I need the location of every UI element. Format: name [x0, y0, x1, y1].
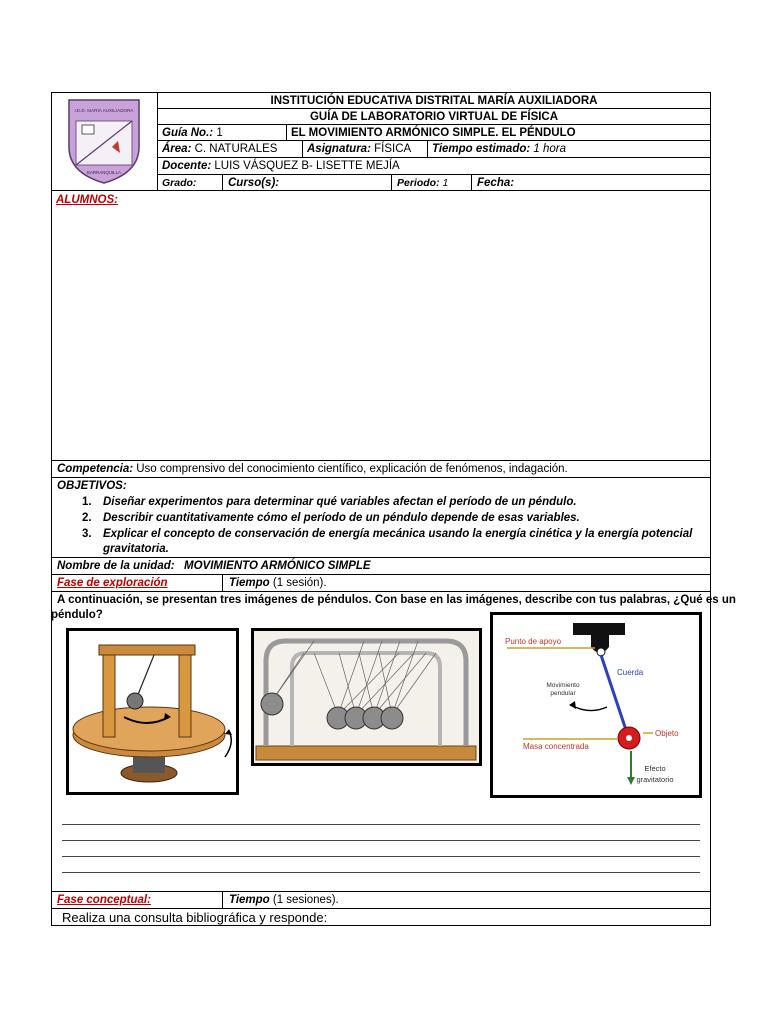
- guide-no-label: Guía No.:: [162, 127, 214, 139]
- area-value: C. NATURALES: [194, 143, 278, 155]
- exploration-time-value: (1 sesión).: [272, 577, 327, 589]
- time-label: Tiempo estimado:: [432, 143, 531, 155]
- conceptual-time: [229, 893, 339, 907]
- period: [397, 176, 448, 190]
- subject: [307, 142, 411, 156]
- date-label: Fecha:: [477, 177, 515, 189]
- teacher: [162, 159, 400, 173]
- conceptual-label: Fase conceptual:: [57, 894, 151, 906]
- answer-line[interactable]: [62, 824, 700, 825]
- label-string: Cuerda: [617, 668, 644, 677]
- guide-no-value: 1: [216, 127, 223, 139]
- objectives-label: OBJETIVOS:: [57, 480, 127, 492]
- label-gravity-line1: Efecto: [644, 764, 666, 773]
- question-line1: A continuación, se presentan tres imágenes de péndulos. Con base en las imágenes, describe con tus palabras, ¿Qué es un: [57, 594, 736, 606]
- institution-name: INSTITUCIÓN EDUCATIVA DISTRITAL MARÍA AUXILIADORA: [270, 95, 598, 107]
- grade-label: Grado:: [162, 177, 197, 189]
- pendulum-image-2: [251, 628, 482, 766]
- rotating-pendulum-drawing: [69, 631, 236, 792]
- time-value: 1 hora: [533, 143, 567, 155]
- instruction: Realiza una consulta bibliográfica y responde:: [62, 910, 328, 925]
- area-label: Área:: [162, 143, 192, 155]
- objective-3-text-line1: Explicar el concepto de conservación de energía mecánica usando la energía cinética y la energía potencial: [103, 528, 693, 540]
- objective-1-text: Diseñar experimentos para determinar qué variables afectan el período de un péndulo.: [103, 496, 577, 508]
- exploration-time-label: Tiempo: [229, 577, 270, 589]
- objective-3-number: 3.: [82, 528, 92, 540]
- course-label: Curso(s):: [228, 177, 280, 189]
- objective-2-text: Describir cuantitativamente cómo el período de un péndulo depende de esas variables.: [103, 512, 580, 524]
- subject-value: FÍSICA: [374, 143, 412, 155]
- period-label: Periodo:: [397, 177, 440, 189]
- competence-text: Uso comprensivo del conocimiento científico, explicación de fenómenos, indagación.: [136, 463, 568, 475]
- logo-top-text: I.E.D. MARÍA AUXILIADORA: [74, 108, 134, 113]
- estimated-time: [432, 142, 566, 156]
- objective-1-number: 1.: [82, 496, 92, 508]
- objective-3-text-line2: gravitatoria.: [103, 543, 169, 555]
- label-object: Objeto: [655, 729, 679, 738]
- answer-line[interactable]: [62, 872, 700, 873]
- pendulum-diagram: [490, 612, 702, 798]
- area: [162, 142, 277, 156]
- conceptual-time-value: (1 sesiones).: [272, 894, 339, 906]
- unit-label: Nombre de la unidad:: [57, 560, 175, 572]
- answer-line[interactable]: [62, 840, 700, 841]
- objective-2-number: 2.: [82, 512, 92, 524]
- answer-line[interactable]: [62, 856, 700, 857]
- guide-number: [162, 126, 223, 140]
- pendulum-diagram-drawing: [493, 615, 699, 795]
- newtons-cradle-drawing: [254, 631, 479, 763]
- topic-title: EL MOVIMIENTO ARMÓNICO SIMPLE. EL PÉNDULO: [291, 127, 576, 139]
- pendulum-image-1: [66, 628, 239, 795]
- unit-value: MOVIMIENTO ARMÓNICO SIMPLE: [184, 560, 371, 572]
- exploration-time: [229, 576, 327, 590]
- exploration-label: Fase de exploración: [57, 577, 168, 589]
- students-label: ALUMNOS:: [56, 194, 118, 206]
- label-motion-line1: Movimiento: [546, 682, 580, 689]
- label-mass: Masa concentrada: [523, 742, 589, 751]
- school-logo: [66, 97, 142, 185]
- teacher-label: Docente:: [162, 160, 212, 172]
- competence-label: Competencia:: [57, 463, 134, 475]
- worksheet: [51, 92, 711, 926]
- conceptual-time-label: Tiempo: [229, 894, 270, 906]
- label-support: Punto de apoyo: [505, 637, 562, 646]
- teacher-value: LUIS VÁSQUEZ B- LISETTE MEJÍA: [214, 160, 400, 172]
- competence: [57, 462, 568, 476]
- label-motion-line2: pendular: [550, 690, 576, 697]
- label-gravity-line2: gravitatorio: [636, 775, 674, 784]
- guide-title: GUÍA DE LABORATORIO VIRTUAL DE FÍSICA: [309, 111, 559, 123]
- period-value: 1: [442, 177, 449, 189]
- question-line2: péndulo?: [51, 609, 103, 621]
- subject-label: Asignatura:: [307, 143, 371, 155]
- logo-bottom-text: BARRANQUILLA: [87, 170, 121, 175]
